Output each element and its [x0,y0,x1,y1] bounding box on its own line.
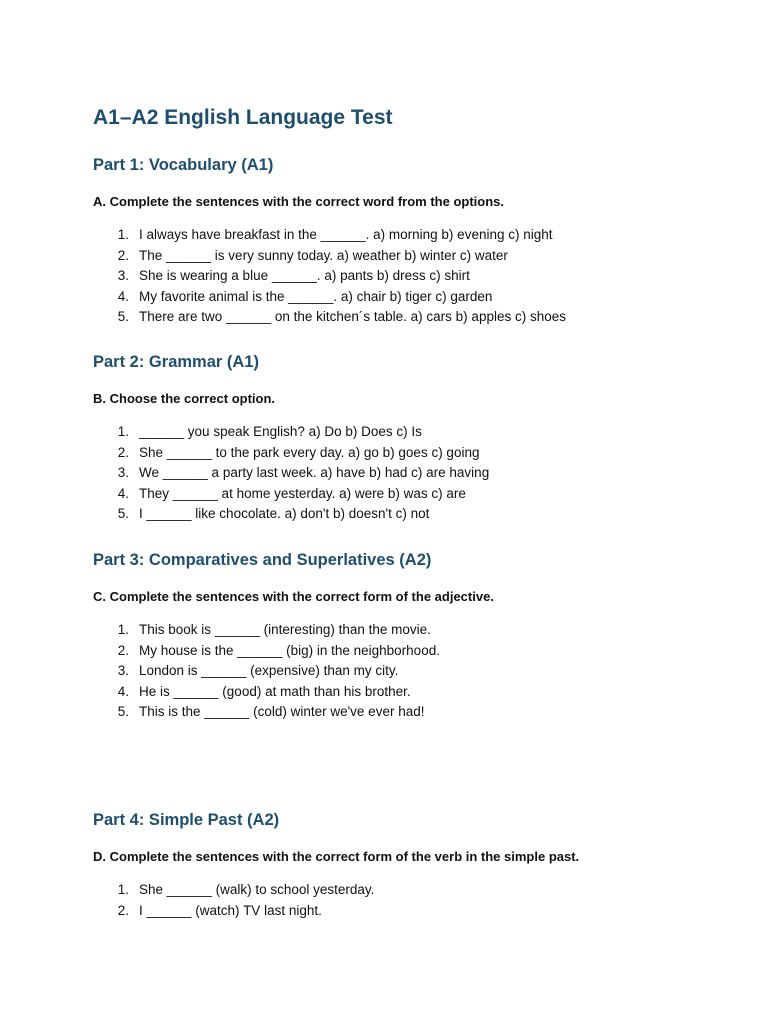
question-number: 5. [117,506,129,522]
question-item [93,702,713,723]
question-number: 3. [117,465,129,481]
question-number: 3. [117,268,129,284]
question-number: 1. [117,424,129,439]
question-number: 2. [117,444,129,460]
question-item [93,463,713,484]
question-item [93,307,713,328]
question-number: 2. [117,902,129,918]
question-number: 5. [117,704,129,720]
question-item [93,484,713,505]
question-number: 1. [117,882,129,897]
question-item [93,620,713,641]
question-item [93,504,713,525]
part-4-section [93,809,713,921]
question-number: 2. [117,247,129,263]
part-3-section [93,549,713,723]
question-number: 3. [117,663,129,679]
question-item [93,880,713,901]
question-text: London is ______ (expensive) than my city. [139,663,399,679]
question-item [93,225,713,246]
question-text: There are two ______ on the kitchen´s table. a) cars b) apples c) shoes [139,309,566,325]
question-text: The ______ is very sunny today. a) weather b) winter c) water [139,247,508,263]
document-title: A1–A2 English Language Test [93,106,393,129]
part-4-heading: Part 4: Simple Past (A2) [93,811,280,829]
question-number: 1. [117,227,129,242]
question-item [93,266,713,287]
question-text: This book is ______ (interesting) than the movie. [139,622,431,637]
question-text: ______ you speak English? a) Do b) Does c) Is [139,424,422,439]
part-3-instruction: C. Complete the sentences with the correct form of the adjective. [93,589,494,604]
question-item [93,641,713,662]
part-4-instruction: D. Complete the sentences with the correct form of the verb in the simple past. [93,849,580,864]
question-text: She ______ (walk) to school yesterday. [139,882,375,897]
question-item [93,901,713,922]
question-text: I always have breakfast in the ______. a) morning b) evening c) night [139,227,553,242]
part-3-question-list [93,620,713,723]
question-number: 4. [117,485,129,501]
question-number: 1. [117,622,129,637]
part-2-instruction: B. Choose the correct option. [93,391,276,406]
question-number: 4. [117,288,129,304]
part-1-instruction: A. Complete the sentences with the correct word from the options. [93,194,504,209]
question-number: 4. [117,683,129,699]
part-4-question-list [93,880,713,921]
question-item [93,246,713,267]
question-item [93,661,713,682]
question-number: 5. [117,309,129,325]
question-text: I ______ like chocolate. a) don't b) doesn't c) not [139,506,430,522]
part-2-heading: Part 2: Grammar (A1) [93,353,259,371]
question-text: She is wearing a blue ______. a) pants b) dress c) shirt [139,268,470,284]
question-text: We ______ a party last week. a) have b) had c) are having [139,465,490,481]
part-1-heading: Part 1: Vocabulary (A1) [93,156,274,174]
part-3-heading: Part 3: Comparatives and Superlatives (A2) [93,551,432,569]
question-text: He is ______ (good) at math than his brother. [139,683,411,699]
question-text: My house is the ______ (big) in the neighborhood. [139,642,440,658]
question-item [93,443,713,464]
question-item [93,422,713,443]
question-item [93,287,713,308]
question-text: They ______ at home yesterday. a) were b) was c) are [139,485,466,501]
question-text: This is the ______ (cold) winter we've ever had! [139,704,425,720]
part-2-section [93,351,713,525]
question-item [93,682,713,703]
part-1-question-list [93,225,713,328]
part-1-section [93,154,713,328]
question-text: My favorite animal is the ______. a) chair b) tiger c) garden [139,288,493,304]
question-text: I ______ (watch) TV last night. [139,902,322,918]
question-text: She ______ to the park every day. a) go b) goes c) going [139,444,480,460]
question-number: 2. [117,642,129,658]
part-2-question-list [93,422,713,525]
